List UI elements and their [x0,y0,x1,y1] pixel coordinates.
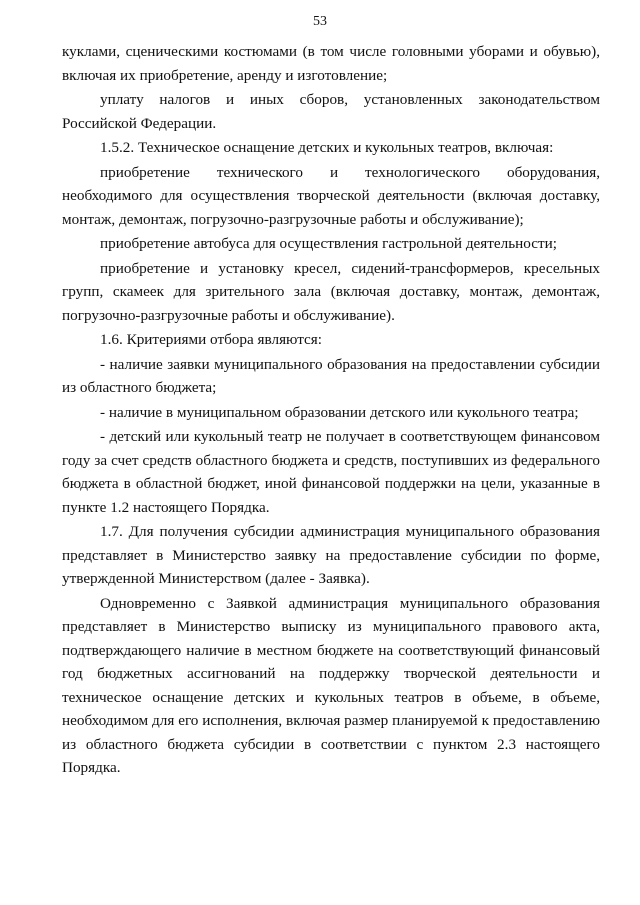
paragraph: 1.5.2. Техническое оснащение детских и кукольных театров, включая: [100,139,554,156]
page-number: 53 [313,14,327,29]
paragraph: куклами, сценическими костюмами (в том числе головными уборами и обувью), включая их приобретение, аренду и изготовление; [62,43,600,84]
paragraph: - наличие заявки муниципального образования на предоставлении субсидии из областного бюджета; [62,355,600,396]
paragraph: приобретение технического и технологического оборудования, необходимого для осуществления творческой деятельности (включая доставку, монтаж, демонтаж, погрузочно-разгрузочные работы и обслуживание); [62,163,600,228]
paragraph: приобретение и установку кресел, сидений-трансформеров, кресельных групп, скамеек для зрительного зала (включая доставку, монтаж, демонтаж, погрузочно-разгрузочные работы и обслуживание). [62,259,600,324]
paragraph: - наличие в муниципальном образовании детского или кукольного театра; [100,403,579,421]
paragraph: - детский или кукольный театр не получает в соответствующем финансовом году за счет средств областного бюджета и средств, поступивших из федерального бюджета в областной бюджет, иной финансовой поддержки на цели, указанные в пункте 1.2 настоящего Порядка. [62,428,600,516]
paragraph: 1.6. Критериями отбора являются: [100,331,322,348]
paragraph: уплату налогов и иных сборов, установленных законодательством Российской Федерации. [62,91,600,132]
paragraph: 1.7. Для получения субсидии администрация муниципального образования представляет в Министерство заявку на предоставление субсидии по форме, утвержденной Министерством (далее - Заявка). [62,523,600,587]
paragraph: Одновременно с Заявкой администрация муниципального образования представляет в Министерство выписку из муниципального правового акта, подтверждающего наличие в местном бюджете на соответствующий финансовый год бюджетных ассигнований на поддержку творческой деятельности и техническое оснащение детских и кукольных театров в объеме, в объеме, необходимом для его исполнения, включая размер планируемой к предоставлению из областного бюджета субсидии в соответствии с пунктом 2.3 настоящего Порядка. [62,594,600,776]
document-body [62,40,600,781]
paragraph: приобретение автобуса для осуществления гастрольной деятельности; [100,235,557,252]
